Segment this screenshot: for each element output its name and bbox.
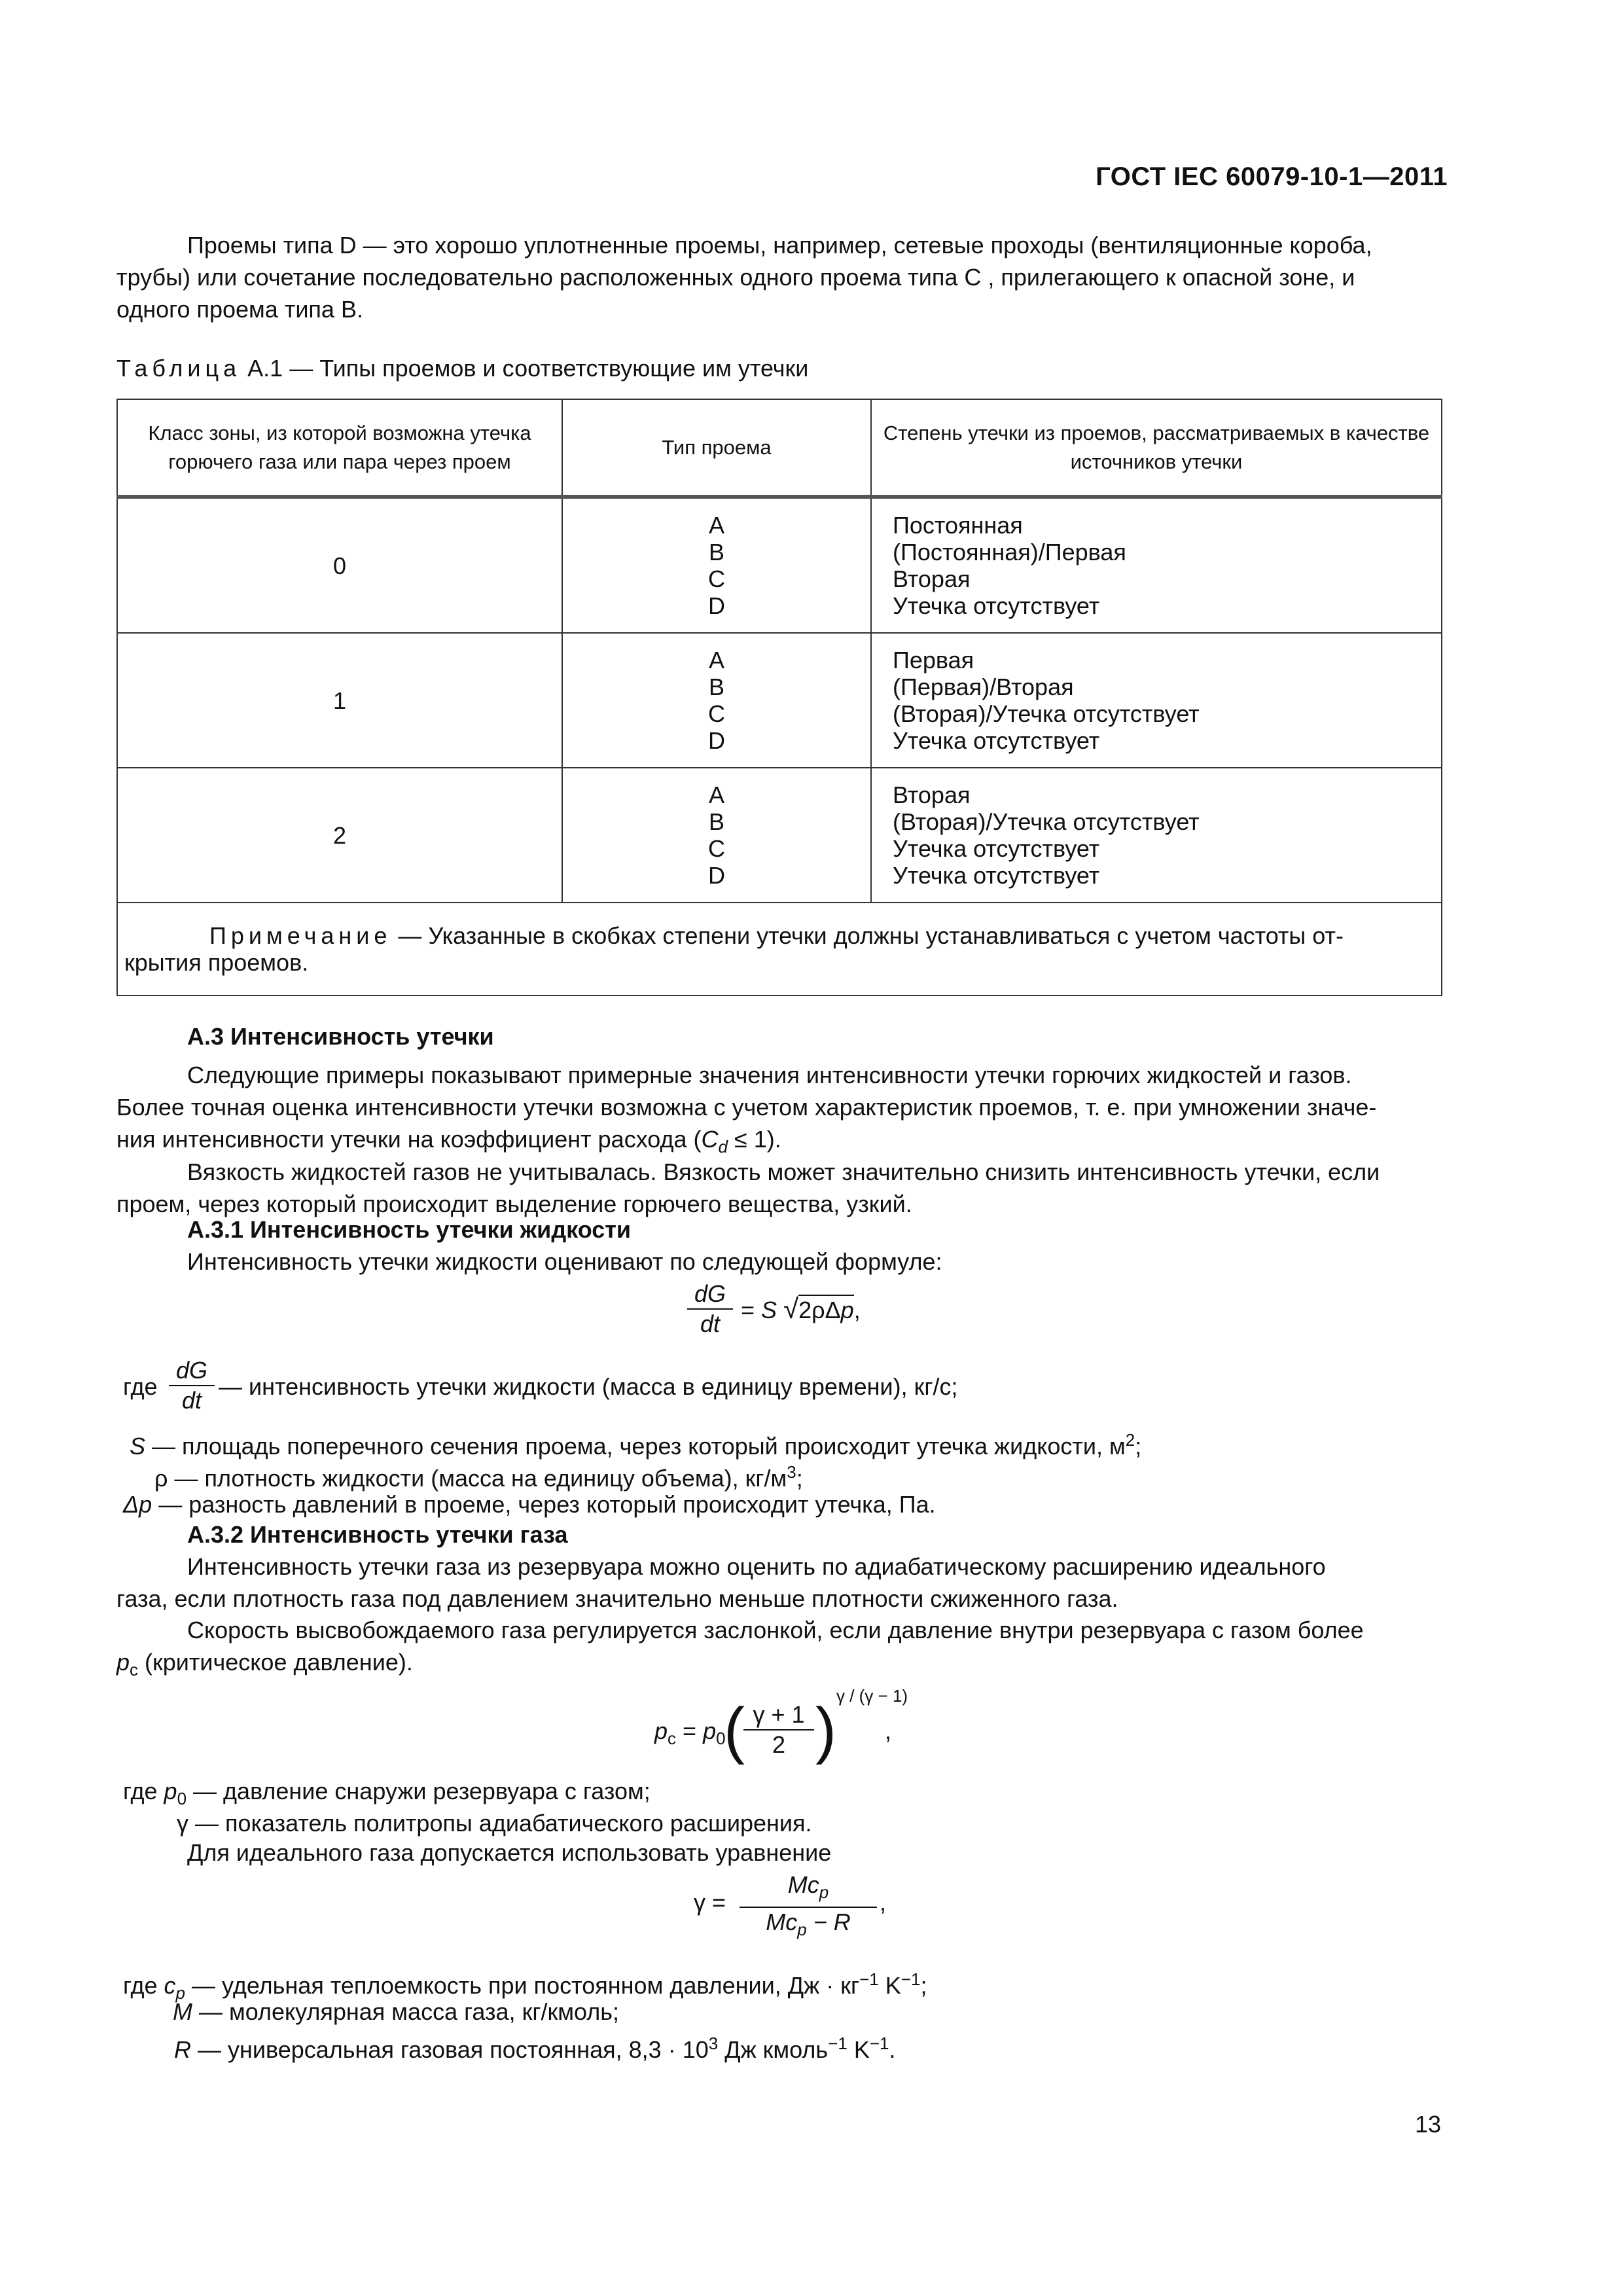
definition-line <box>177 1807 812 1839</box>
superscript: −1 <box>859 1969 879 1989</box>
table-note-row <box>117 903 1442 996</box>
pc-subscript: c <box>668 1729 677 1749</box>
type-value: B <box>708 539 724 565</box>
table-caption <box>116 352 808 384</box>
page-number: 13 <box>1414 2111 1441 2138</box>
fraction-denominator: 2 <box>772 1731 786 1758</box>
subscript: p <box>175 1983 186 2003</box>
intro-line: трубы) или сочетание последовательно расположенных одного проема типа С , прилегающего к опасной зоне, и <box>116 264 1355 291</box>
section-title-a3: А.3 Интенсивность утечки <box>187 1023 494 1050</box>
symbol: p <box>164 1778 177 1804</box>
column-header-type: Тип проема <box>562 399 871 497</box>
p0-subscript: 0 <box>716 1729 726 1749</box>
ideal-gas-text: Для идеального газа допускается использовать уравнение <box>187 1839 832 1866</box>
where-text: — интенсивность утечки жидкости (масса в единицу времени), кг/с; <box>219 1373 958 1400</box>
exponent: γ / (γ − 1) <box>836 1686 908 1706</box>
symbol: Δp <box>123 1491 152 1518</box>
level-value: Утечка отсутствует <box>893 727 1100 754</box>
table-caption-text: А.1 — Типы проемов и соответствующие им утечки <box>247 355 809 382</box>
document-code-header: ГОСТ IEC 60079-10-1—2011 <box>1096 162 1448 191</box>
level-value: Утечка отсутствует <box>893 835 1100 862</box>
subscript: 0 <box>177 1789 187 1809</box>
formula-fraction <box>743 1700 814 1759</box>
where-prefix: где <box>123 1972 164 1999</box>
where-prefix: где <box>123 1778 164 1804</box>
pc-symbol: p <box>116 1649 130 1676</box>
definition-line <box>174 2028 896 2066</box>
symbol-s: S <box>761 1297 777 1323</box>
openings-table <box>116 399 1442 996</box>
types-cell <box>562 497 871 633</box>
fraction-numerator: γ + 1 <box>743 1700 814 1731</box>
types-cell <box>562 768 871 903</box>
equals-sign: = <box>676 1717 704 1744</box>
level-value: Вторая <box>893 565 971 592</box>
fraction-numerator: dG <box>687 1280 733 1310</box>
denominator-end: − R <box>806 1909 851 1936</box>
type-value: D <box>708 592 725 619</box>
definition-end: ; <box>796 1465 803 1492</box>
fraction-denominator <box>740 1908 877 1944</box>
a3-line: Следующие примеры показывают примерные значения интенсивности утечки горючих жидкостей и газов. <box>187 1062 1352 1088</box>
zone-cell: 0 <box>117 497 562 633</box>
numerator-text: Mc <box>787 1871 819 1898</box>
symbol: c <box>164 1972 176 1999</box>
symbol: M <box>173 1998 192 2025</box>
a32-paragraph-1 <box>116 1551 1441 1615</box>
table-caption-prefix: Таблица <box>116 355 241 382</box>
radicand-text: 2ρΔ <box>798 1297 841 1323</box>
a3-paragraph-2 <box>116 1156 1441 1220</box>
level-value: Вторая <box>893 781 971 808</box>
a32-text: (критическое давление). <box>138 1649 413 1676</box>
type-value: D <box>708 862 725 889</box>
levels-cell <box>871 768 1442 903</box>
definition-end: . <box>889 2036 896 2063</box>
a3-text: ния интенсивности утечки на коэффициент расхода ( <box>116 1126 702 1153</box>
formula-lhs <box>654 1715 726 1755</box>
note-line <box>124 922 1435 949</box>
cd-symbol: C <box>701 1126 719 1153</box>
formula-lhs: γ = <box>694 1889 726 1916</box>
type-value: A <box>708 512 724 539</box>
formula-fraction <box>740 1871 877 1944</box>
zone-cell: 2 <box>117 768 562 903</box>
left-paren: ( <box>724 1695 745 1765</box>
superscript: 3 <box>708 2034 719 2053</box>
definition-line <box>173 1996 619 2028</box>
table-row <box>117 633 1442 768</box>
intro-line: Проемы типа D — это хорошо уплотненные проемы, например, сетевые проходы (вентиляционные короба, <box>187 232 1372 259</box>
symbol: γ <box>177 1810 188 1837</box>
level-value: (Постоянная)/Первая <box>893 539 1126 565</box>
section-title-a31: А.3.1 Интенсивность утечки жидкости <box>187 1216 632 1243</box>
definition-text: — давление снаружи резервуара с газом; <box>187 1778 651 1804</box>
column-header-level: Степень утечки из проемов, рассматриваемых в качестве источников утечки <box>871 399 1442 497</box>
a3-line: Более точная оценка интенсивности утечки возможна с учетом характеристик проемов, т. е. при умножении значе- <box>116 1094 1377 1121</box>
definition-text: — плотность жидкости (масса на единицу объема), кг/м <box>168 1465 787 1492</box>
a3-text: ≤ 1). <box>728 1126 781 1153</box>
a3-line: Вязкость жидкостей газов не учитывалась. Вязкость может значительно снизить интенсивность утечки, если <box>187 1158 1380 1185</box>
superscript: 2 <box>1125 1430 1135 1450</box>
where-prefix: где <box>123 1373 158 1400</box>
levels-cell <box>871 497 1442 633</box>
fraction-denominator: dt <box>181 1387 202 1414</box>
intro-paragraph <box>116 229 1441 325</box>
denominator-text: Mc <box>766 1909 798 1936</box>
numerator-subscript: p <box>819 1882 829 1903</box>
fraction-numerator <box>740 1871 877 1908</box>
superscript: −1 <box>869 2034 889 2053</box>
right-paren: ) <box>815 1695 836 1765</box>
where-dgdt <box>123 1356 1366 1422</box>
type-value: D <box>708 727 725 754</box>
pc-subscript: c <box>130 1660 139 1680</box>
formula-critical-pressure <box>654 1686 916 1771</box>
superscript: −1 <box>901 1969 921 1989</box>
level-value: (Вторая)/Утечка отсутствует <box>893 700 1200 727</box>
type-value: A <box>708 781 724 808</box>
radicand-p: p <box>840 1297 854 1323</box>
type-value: B <box>708 808 724 835</box>
symbol: S <box>130 1433 146 1460</box>
note-line: крытия проемов. <box>124 949 309 976</box>
superscript: 3 <box>787 1462 796 1482</box>
denominator-subscript: p <box>797 1920 807 1940</box>
level-value: Первая <box>893 647 974 673</box>
type-value: B <box>708 673 724 700</box>
table-row <box>117 497 1442 633</box>
symbol: ρ <box>154 1465 168 1492</box>
unit-text: K <box>878 1972 901 1999</box>
a32-line: газа, если плотность газа под давлением значительно меньше плотности сжиженного газа. <box>116 1585 1118 1612</box>
equals-sign: = <box>741 1297 762 1323</box>
type-value: C <box>708 565 725 592</box>
definition-text: — молекулярная масса газа, кг/кмоль; <box>192 1998 619 2025</box>
a32-line: Скорость высвобождаемого газа регулируется заслонкой, если давление внутри резервуара с газом более <box>187 1617 1364 1643</box>
definition-text: — показатель политропы адиабатического расширения. <box>188 1810 812 1837</box>
level-value: (Вторая)/Утечка отсутствует <box>893 808 1200 835</box>
levels-cell <box>871 633 1442 768</box>
formula-rhs <box>741 1293 861 1326</box>
level-value: Утечка отсутствует <box>893 592 1100 619</box>
definition-text: — разность давлений в проеме, через который происходит утечка, Па. <box>152 1491 936 1518</box>
a32-line <box>116 1646 1441 1686</box>
column-header-zone: Класс зоны, из которой возможна утечка горючего газа или пара через проем <box>117 399 562 497</box>
definition-text: — удельная теплоемкость при постоянном давлении, Дж · кг <box>185 1972 860 1999</box>
level-value: Утечка отсутствует <box>893 862 1100 889</box>
superscript: −1 <box>828 2034 847 2053</box>
fraction-numerator: dG <box>169 1356 215 1386</box>
definition-line <box>123 1488 936 1520</box>
unit-text: K <box>847 2036 870 2063</box>
cd-subscript: d <box>718 1137 728 1157</box>
sqrt-sign: √ <box>783 1293 799 1324</box>
pc-symbol: p <box>654 1717 668 1744</box>
formula-fraction <box>687 1280 733 1338</box>
table-header-row <box>117 399 1442 497</box>
formula-comma: , <box>853 1297 861 1323</box>
a3-paragraph-1 <box>116 1059 1441 1163</box>
section-title-a32: А.3.2 Интенсивность утечки газа <box>187 1521 568 1548</box>
formula-liquid-leak <box>687 1280 923 1352</box>
note-text: — Указанные в скобках степени утечки должны устанавливаться с учетом частоты от- <box>391 922 1344 949</box>
where-fraction <box>169 1356 215 1415</box>
intro-line: одного проема типа В. <box>116 296 363 323</box>
a32-line: Интенсивность утечки газа из резервуара можно оценить по адиабатическому расширению идеального <box>187 1553 1326 1580</box>
a3-line: проем, через который происходит выделение горючего вещества, узкий. <box>116 1191 912 1217</box>
fraction-denominator: dt <box>700 1310 721 1337</box>
definition-text: — площадь поперечного сечения проема, через который происходит утечка жидкости, м <box>145 1433 1126 1460</box>
types-cell <box>562 633 871 768</box>
symbol: R <box>174 2036 191 2063</box>
p0-symbol: p <box>703 1717 717 1744</box>
level-value: Постоянная <box>893 512 1023 539</box>
zone-cell: 1 <box>117 633 562 768</box>
definition-end: ; <box>920 1972 927 1999</box>
unit-text: Дж кмоль <box>718 2036 829 2063</box>
definition-end: ; <box>1135 1433 1142 1460</box>
a31-intro: Интенсивность утечки жидкости оценивают по следующей формуле: <box>187 1248 942 1275</box>
note-prefix: Примечание <box>209 922 392 949</box>
definition-text: — универсальная газовая постоянная, 8,3 · 10 <box>191 2036 709 2063</box>
table-note <box>117 903 1442 996</box>
formula-comma: , <box>880 1889 887 1916</box>
type-value: C <box>708 835 725 862</box>
table-row <box>117 768 1442 903</box>
formula-comma: , <box>885 1717 892 1744</box>
formula-gamma <box>694 1871 903 1943</box>
level-value: (Первая)/Вторая <box>893 673 1074 700</box>
type-value: A <box>708 647 724 673</box>
sqrt-radicand <box>798 1295 854 1323</box>
a32-paragraph-2 <box>116 1614 1441 1686</box>
type-value: C <box>708 700 725 727</box>
